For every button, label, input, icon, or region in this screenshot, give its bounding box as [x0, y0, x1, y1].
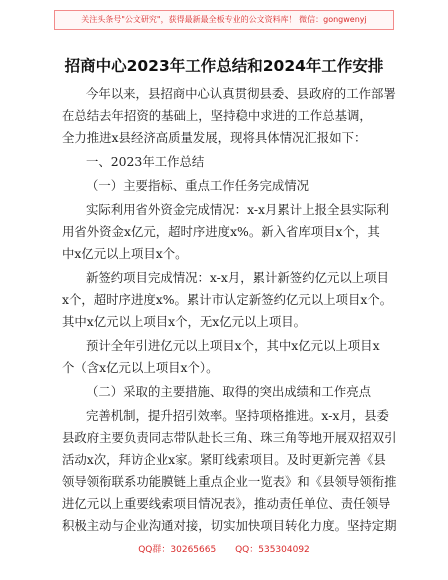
body-line: 个（含x亿元以上项目x个）。 — [62, 360, 219, 375]
body-line: x个，超时序进度x%。累计市认定新签约亿元以上项目x个。 — [62, 292, 393, 307]
subsection-heading: （一）主要指标、重点工作任务完成情况 — [86, 178, 310, 193]
promo-banner: 关注头条号"公文研究"，获得最新最全板专业的公文资料库！ 微信：gongwenyj — [54, 10, 394, 30]
document-title: 招商中心2023年工作总结和2024年工作安排 — [64, 57, 384, 75]
body-line: 活动x次，拜访企业x家。紧盯线索项目。及时更新完善《县 — [62, 452, 386, 467]
body-line: 进亿元以上重要线索项目情况表》，推动责任单位、责任领导 — [62, 496, 391, 511]
body-line: 预计全年引进亿元以上项目x个，其中x亿元以上项目x — [86, 338, 380, 353]
body-line: 领导领衔联系功能膜链上重点企业一览表》和《县领导领衔推 — [62, 474, 397, 489]
qq-group-text: QQ群：30265665 — [138, 545, 217, 555]
body-line: 用省外资金x亿元，超时序进度x%。新入省库项目x个，其 — [62, 224, 380, 239]
body-line: 今年以来，县招商中心认真贯彻县委、县政府的工作部署 — [86, 86, 396, 101]
subsection-heading: （二）采取的主要措施、取得的突出成绩和工作亮点 — [86, 384, 371, 399]
body-line: 县政府主要负责同志带队赴长三角、珠三角等地开展双招双引 — [62, 430, 397, 445]
body-line: 实际利用省外资金完成情况：x-x月累计上报全县实际利 — [86, 202, 389, 217]
body-line: 新签约项目完成情况：x-x月，累计新签约亿元以上项目 — [86, 270, 389, 285]
body-line: 积极主动与企业沟通对接，切实加快项目转化力度。坚持定期 — [62, 518, 397, 533]
body-line: 中x亿元以上项目x个。 — [62, 246, 188, 261]
body-line: 完善机制，提升招引效率。坚持项格推进。x-x月，县委 — [86, 408, 389, 423]
qq-text: QQ：535304092 — [235, 545, 310, 555]
body-line: 全力推进x县经济高质量发展，现将具体情况汇报如下： — [62, 130, 367, 145]
body-line: 在总结去年招资的基础上，坚持稳中求进的工作总基调， — [62, 108, 372, 123]
section-heading: 一、2023年工作总结 — [86, 154, 205, 169]
body-line: 其中x亿元以上项目x个，无x亿元以上项目。 — [62, 314, 306, 329]
contact-footer — [0, 542, 448, 555]
